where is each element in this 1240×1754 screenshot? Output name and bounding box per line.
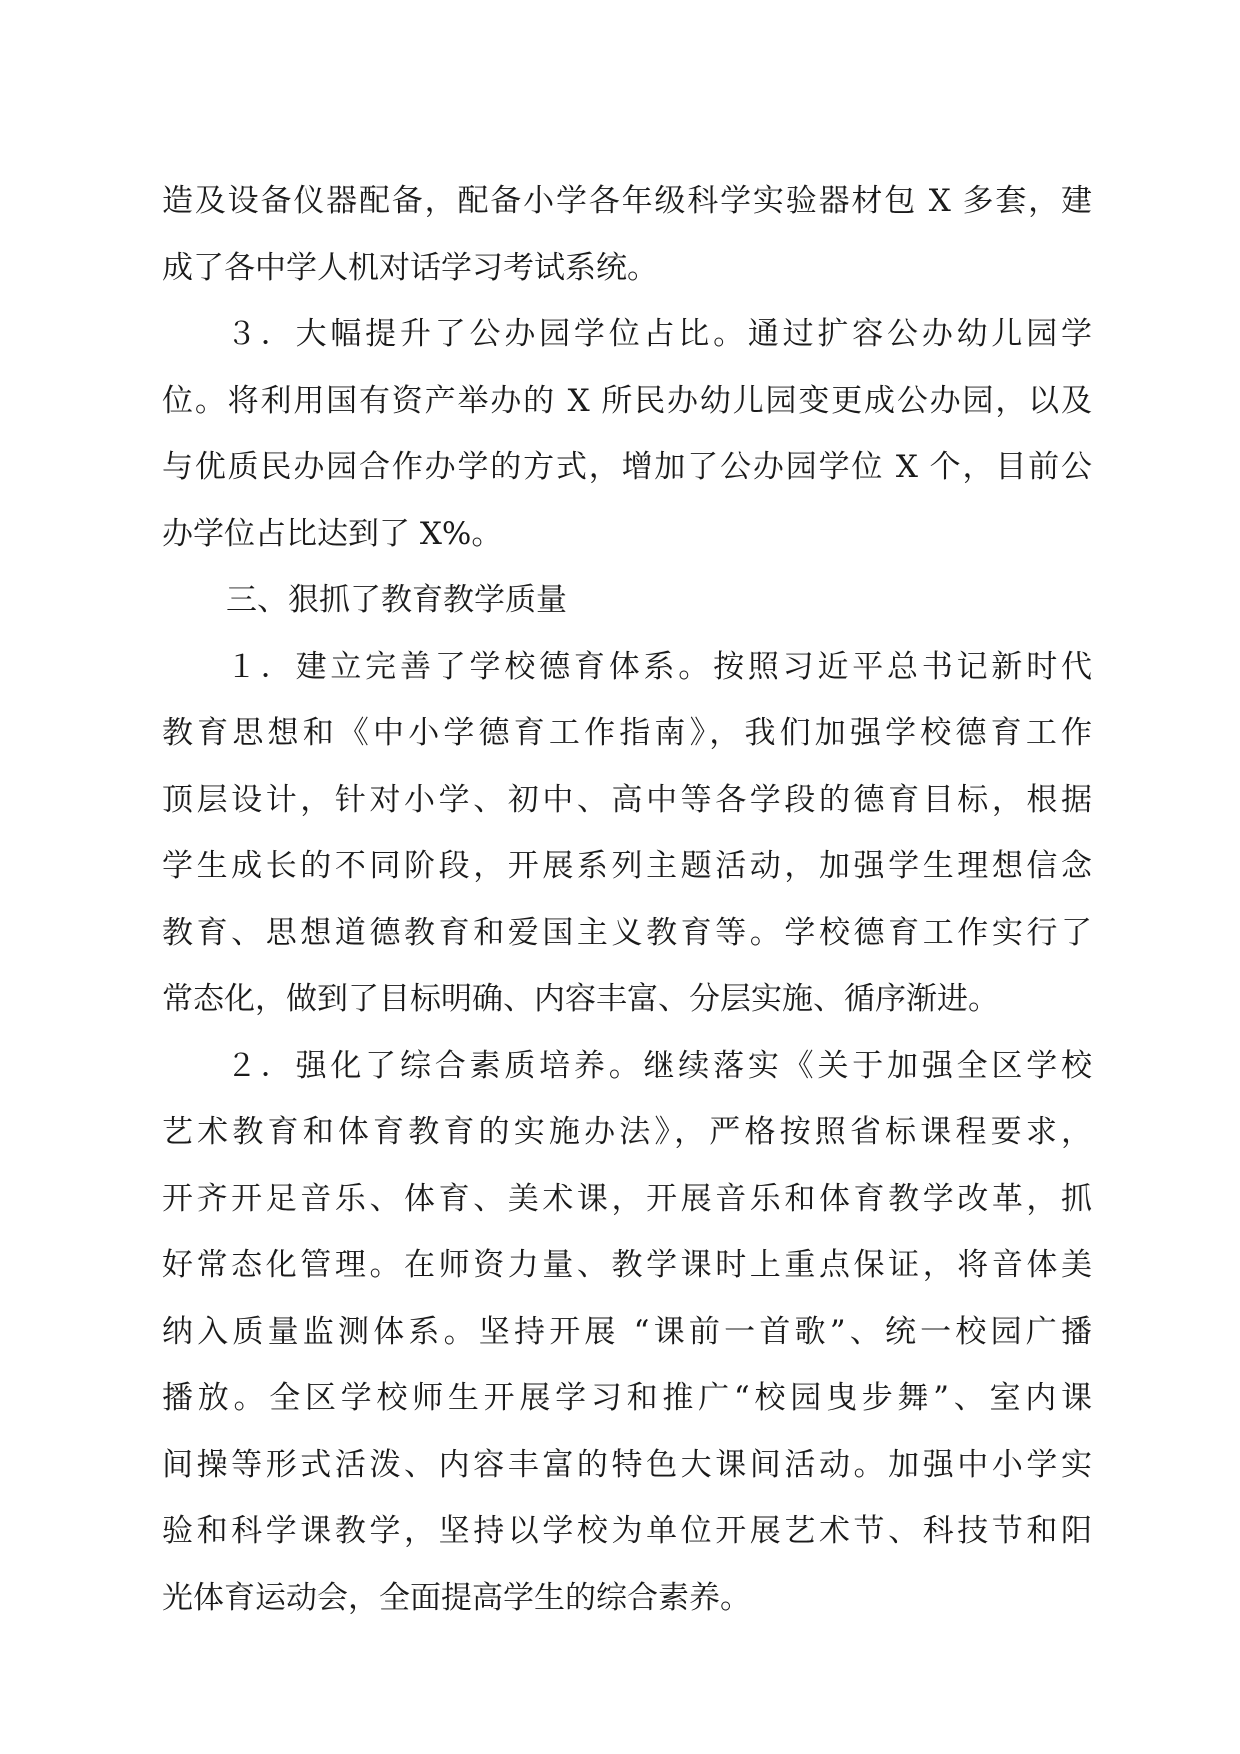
paragraph-line: 成了各中学人机对话学习考试系统。	[162, 249, 658, 286]
paragraph-line: 播放。全区学校师生开展学习和推广“校园曳步舞”、室内课	[162, 1380, 1092, 1416]
paragraph-line: 开齐开足音乐、体育、美术课，开展音乐和体育教学改革，抓	[162, 1180, 1092, 1217]
paragraph-line: 办学位占比达到了 X%。	[162, 515, 503, 552]
paragraph-line: 艺术教育和体育教育的实施办法》，严格按照省标课程要求，	[162, 1114, 1092, 1150]
paragraph-line: 与优质民办园合作办学的方式，增加了公办园学位 X 个，目前公	[162, 449, 1092, 485]
paragraph-line: 常态化，做到了目标明确、内容丰富、分层实施、循序渐进。	[162, 981, 999, 1017]
paragraph-line: 验和科学课教学，坚持以学校为单位开展艺术节、科技节和阳	[162, 1513, 1092, 1549]
paragraph-line: 间操等形式活泼、内容丰富的特色大课间活动。加强中小学实	[162, 1446, 1092, 1483]
paragraph-line: １．建立完善了学校德育体系。按照习近平总书记新时代	[226, 648, 1092, 685]
paragraph-line: 纳入质量监测体系。坚持开展 “课前一首歌”、统一校园广播	[162, 1313, 1092, 1350]
paragraph-line: 顶层设计，针对小学、初中、高中等各学段的德育目标，根据	[162, 781, 1092, 818]
paragraph-line: 教育、思想道德教育和爱国主义教育等。学校德育工作实行了	[162, 914, 1092, 951]
paragraph-line: 教育思想和《中小学德育工作指南》，我们加强学校德育工作	[162, 715, 1092, 751]
paragraph-line: ３．大幅提升了公办园学位占比。通过扩容公办幼儿园学	[226, 316, 1092, 352]
paragraph-line: 好常态化管理。在师资力量、教学课时上重点保证，将音体美	[162, 1247, 1092, 1283]
paragraph-line: 光体育运动会，全面提高学生的综合素养。	[162, 1579, 751, 1616]
paragraph-line: 学生成长的不同阶段，开展系列主题活动，加强学生理想信念	[162, 848, 1092, 884]
paragraph-line: 位。将利用国有资产举办的 X 所民办幼儿园变更成公办园，以及	[162, 382, 1092, 419]
document-body	[162, 168, 1092, 1631]
section-heading: 三、狠抓了教育教学质量	[226, 582, 567, 618]
paragraph-line: 造及设备仪器配备，配备小学各年级科学实验器材包 X 多套，建	[162, 183, 1092, 219]
paragraph-line: ２．强化了综合素质培养。继续落实《关于加强全区学校	[226, 1047, 1092, 1084]
